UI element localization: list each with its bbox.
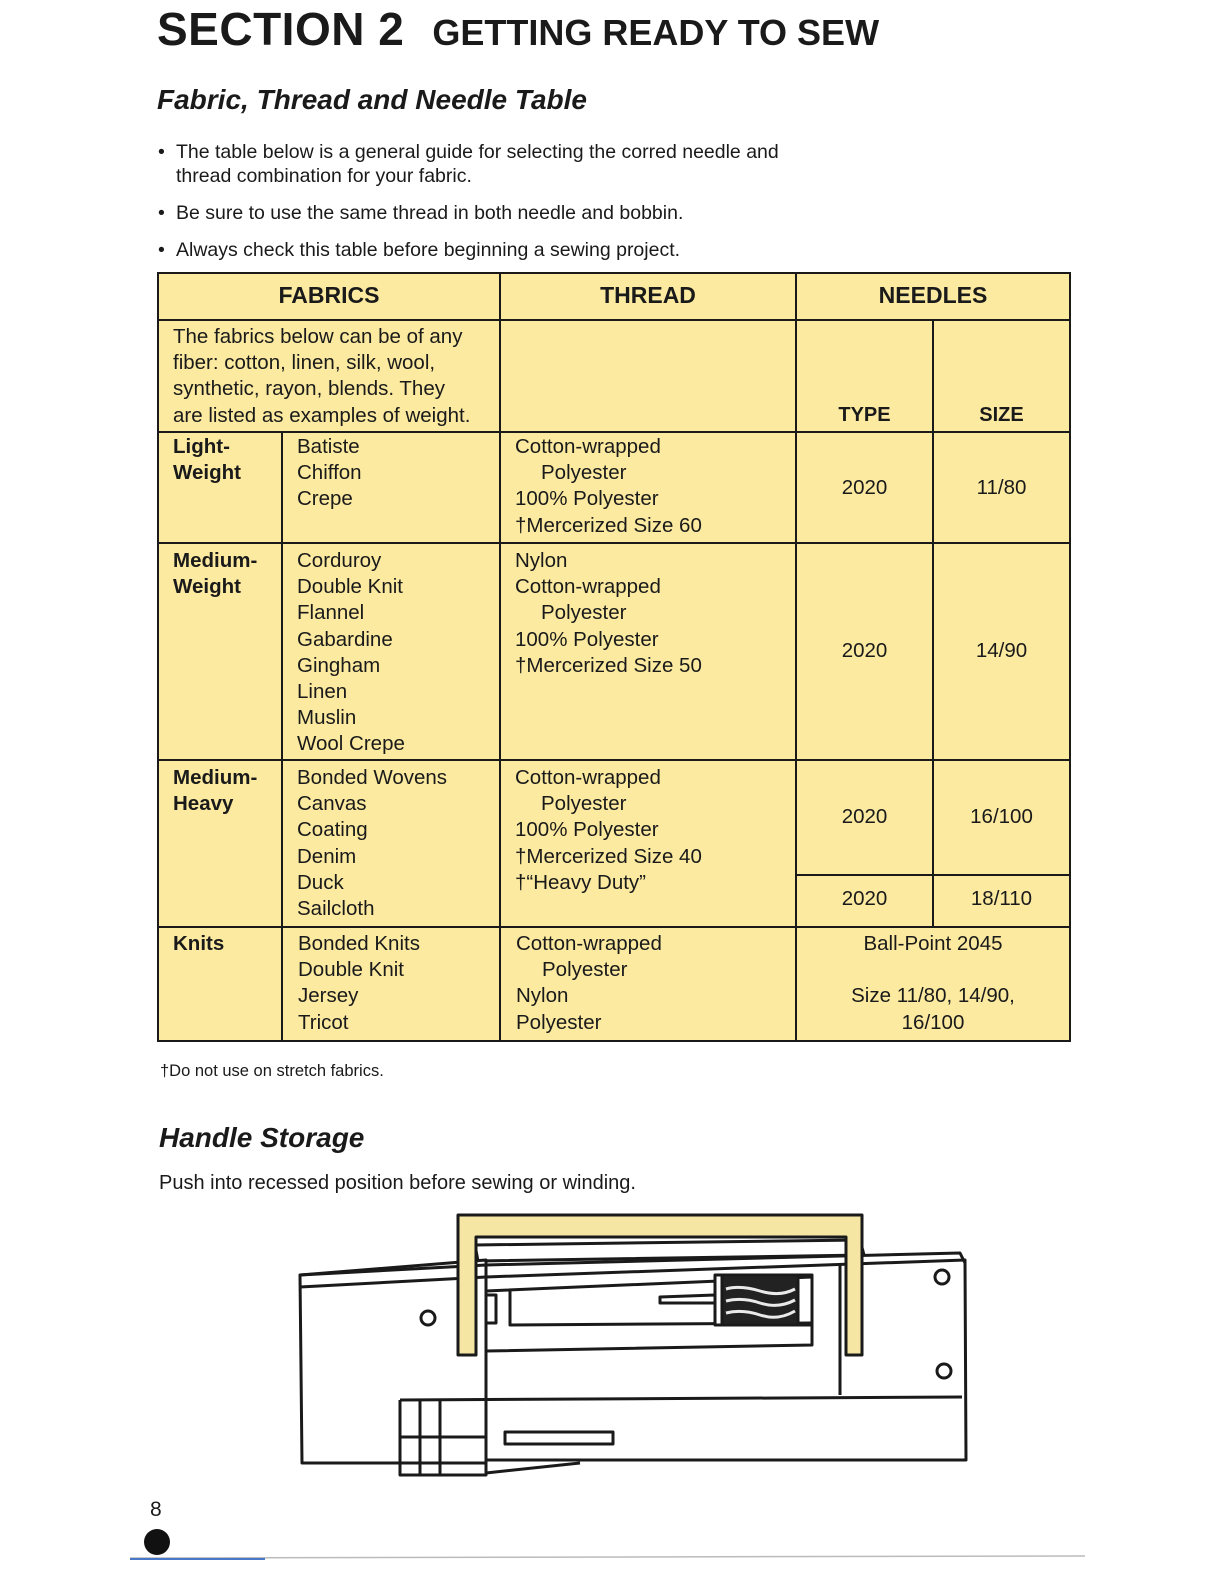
page-number: 8 [150, 1498, 162, 1521]
thread-item: Cotton-wrapped [516, 932, 662, 955]
fabric-item: Bonded Knits [298, 932, 420, 955]
handle-storage-text: Push into recessed position before sewing or winding. [159, 1172, 636, 1194]
category-line: Weight [173, 575, 241, 599]
header-type: TYPE [838, 404, 891, 426]
needle-type: 2020 [841, 805, 888, 828]
fabric-item: Bonded Wovens [297, 766, 448, 789]
needle-size: 18/110 [970, 887, 1033, 910]
corner-mark-icon [144, 1529, 170, 1555]
thread-list [515, 434, 702, 539]
category-line: Knits [173, 932, 225, 955]
fabric-item: Gingham [297, 653, 381, 677]
intro-line: synthetic, rayon, blends. They [173, 377, 445, 401]
thread-item: Polyester [541, 601, 627, 625]
thread-list [515, 548, 702, 679]
needle-size: 11/80 [976, 476, 1027, 499]
knit-needle-line: Size 11/80, 14/90, [851, 984, 1015, 1008]
header-thread: THREAD [600, 282, 696, 308]
section-number: SECTION 2 [157, 3, 405, 55]
needle-type: 2020 [841, 639, 888, 662]
category-line: Weight [173, 461, 241, 485]
thread-item: Polyester [541, 792, 627, 816]
fabric-item: Linen [297, 679, 348, 703]
sewing-machine-illustration [290, 1205, 980, 1485]
fabric-item: Canvas [297, 792, 367, 816]
needle-type: 2020 [841, 476, 888, 499]
fabric-item: Chiffon [297, 461, 362, 485]
bullet-line: Be sure to use the same thread in both needle and bobbin. [176, 202, 684, 224]
bullet-line: The table below is a general guide for selecting the corred needle and [176, 141, 779, 163]
needle-size: 14/90 [975, 639, 1028, 662]
fabric-item: Coating [297, 818, 368, 842]
thread-item: Polyester [516, 1010, 602, 1034]
handle-storage-heading: Handle Storage [159, 1122, 365, 1153]
thread-item: Cotton-wrapped [515, 766, 661, 789]
bullet-dot-icon: • [158, 141, 165, 163]
fabric-item: Gabardine [297, 627, 393, 651]
fabric-item: Wool Crepe [297, 732, 405, 756]
bullet-line: thread combination for your fabric. [176, 165, 472, 187]
fabric-intro-text [173, 324, 470, 429]
thread-item: 100% Polyester [515, 818, 659, 842]
thread-item: Nylon [516, 984, 569, 1008]
category-knits [173, 931, 224, 957]
thread-list [515, 765, 702, 896]
category-line: Light- [173, 435, 230, 458]
knit-needle-info [796, 931, 1070, 1036]
thread-item: †“Heavy Duty” [515, 870, 647, 894]
category-light-weight [173, 434, 241, 486]
bullet-dot-icon: • [158, 202, 165, 224]
footnote: †Do not use on stretch fabrics. [160, 1062, 384, 1080]
fabric-item: Tricot [298, 1010, 349, 1034]
page-footer-decoration [130, 1525, 1090, 1565]
fabric-item: Double Knit [297, 575, 403, 599]
thread-item: †Mercerized Size 40 [515, 844, 702, 868]
bullet-dot-icon: • [158, 239, 165, 261]
header-size: SIZE [979, 404, 1024, 426]
category-line: Medium- [173, 766, 258, 789]
thread-item: 100% Polyester [515, 487, 659, 511]
thread-item: Polyester [542, 958, 628, 982]
fabric-item: Duck [297, 870, 344, 894]
knit-needle-line: Ball-Point 2045 [863, 932, 1003, 955]
thread-item: Cotton-wrapped [515, 435, 661, 458]
knit-needle-line: 16/100 [901, 1010, 965, 1034]
fabric-item: Crepe [297, 487, 353, 511]
intro-line: fiber: cotton, linen, silk, wool, [173, 351, 436, 375]
category-medium-heavy [173, 765, 257, 817]
fabric-table-heading: Fabric, Thread and Needle Table [157, 84, 587, 115]
thread-item: Nylon [515, 549, 568, 572]
fabric-item: Flannel [297, 601, 365, 625]
category-medium-weight [173, 548, 257, 600]
fabric-item: Denim [297, 844, 357, 868]
bullet-line: Always check this table before beginning a sewing project. [176, 239, 681, 261]
needle-type: 2020 [841, 887, 888, 910]
fabric-list [298, 931, 420, 1036]
fabric-list [297, 434, 362, 513]
section-title: GETTING READY TO SEW [432, 12, 880, 53]
thread-item: 100% Polyester [515, 627, 659, 651]
fabric-item: Double Knit [298, 958, 404, 982]
thread-item: Polyester [541, 461, 627, 485]
fabric-item: Muslin [297, 706, 357, 730]
fabric-list [297, 548, 405, 758]
fabric-item: Jersey [298, 984, 359, 1008]
needle-size: 16/100 [970, 805, 1033, 828]
category-line: Medium- [173, 549, 258, 572]
thread-list [516, 931, 662, 1036]
intro-line: are listed as examples of weight. [173, 403, 471, 427]
footer-rule [130, 1556, 1085, 1558]
thread-item: †Mercerized Size 50 [515, 653, 702, 677]
thread-item: †Mercerized Size 60 [515, 513, 702, 537]
intro-line: The fabrics below can be of any [173, 325, 463, 348]
header-needles: NEEDLES [878, 282, 988, 308]
category-line: Heavy [173, 792, 234, 816]
fabric-item: Batiste [297, 435, 360, 458]
fabric-list [297, 765, 447, 922]
fabric-item: Sailcloth [297, 896, 375, 920]
fabric-item: Corduroy [297, 549, 382, 572]
thread-item: Cotton-wrapped [515, 575, 661, 599]
header-fabrics: FABRICS [278, 282, 380, 308]
